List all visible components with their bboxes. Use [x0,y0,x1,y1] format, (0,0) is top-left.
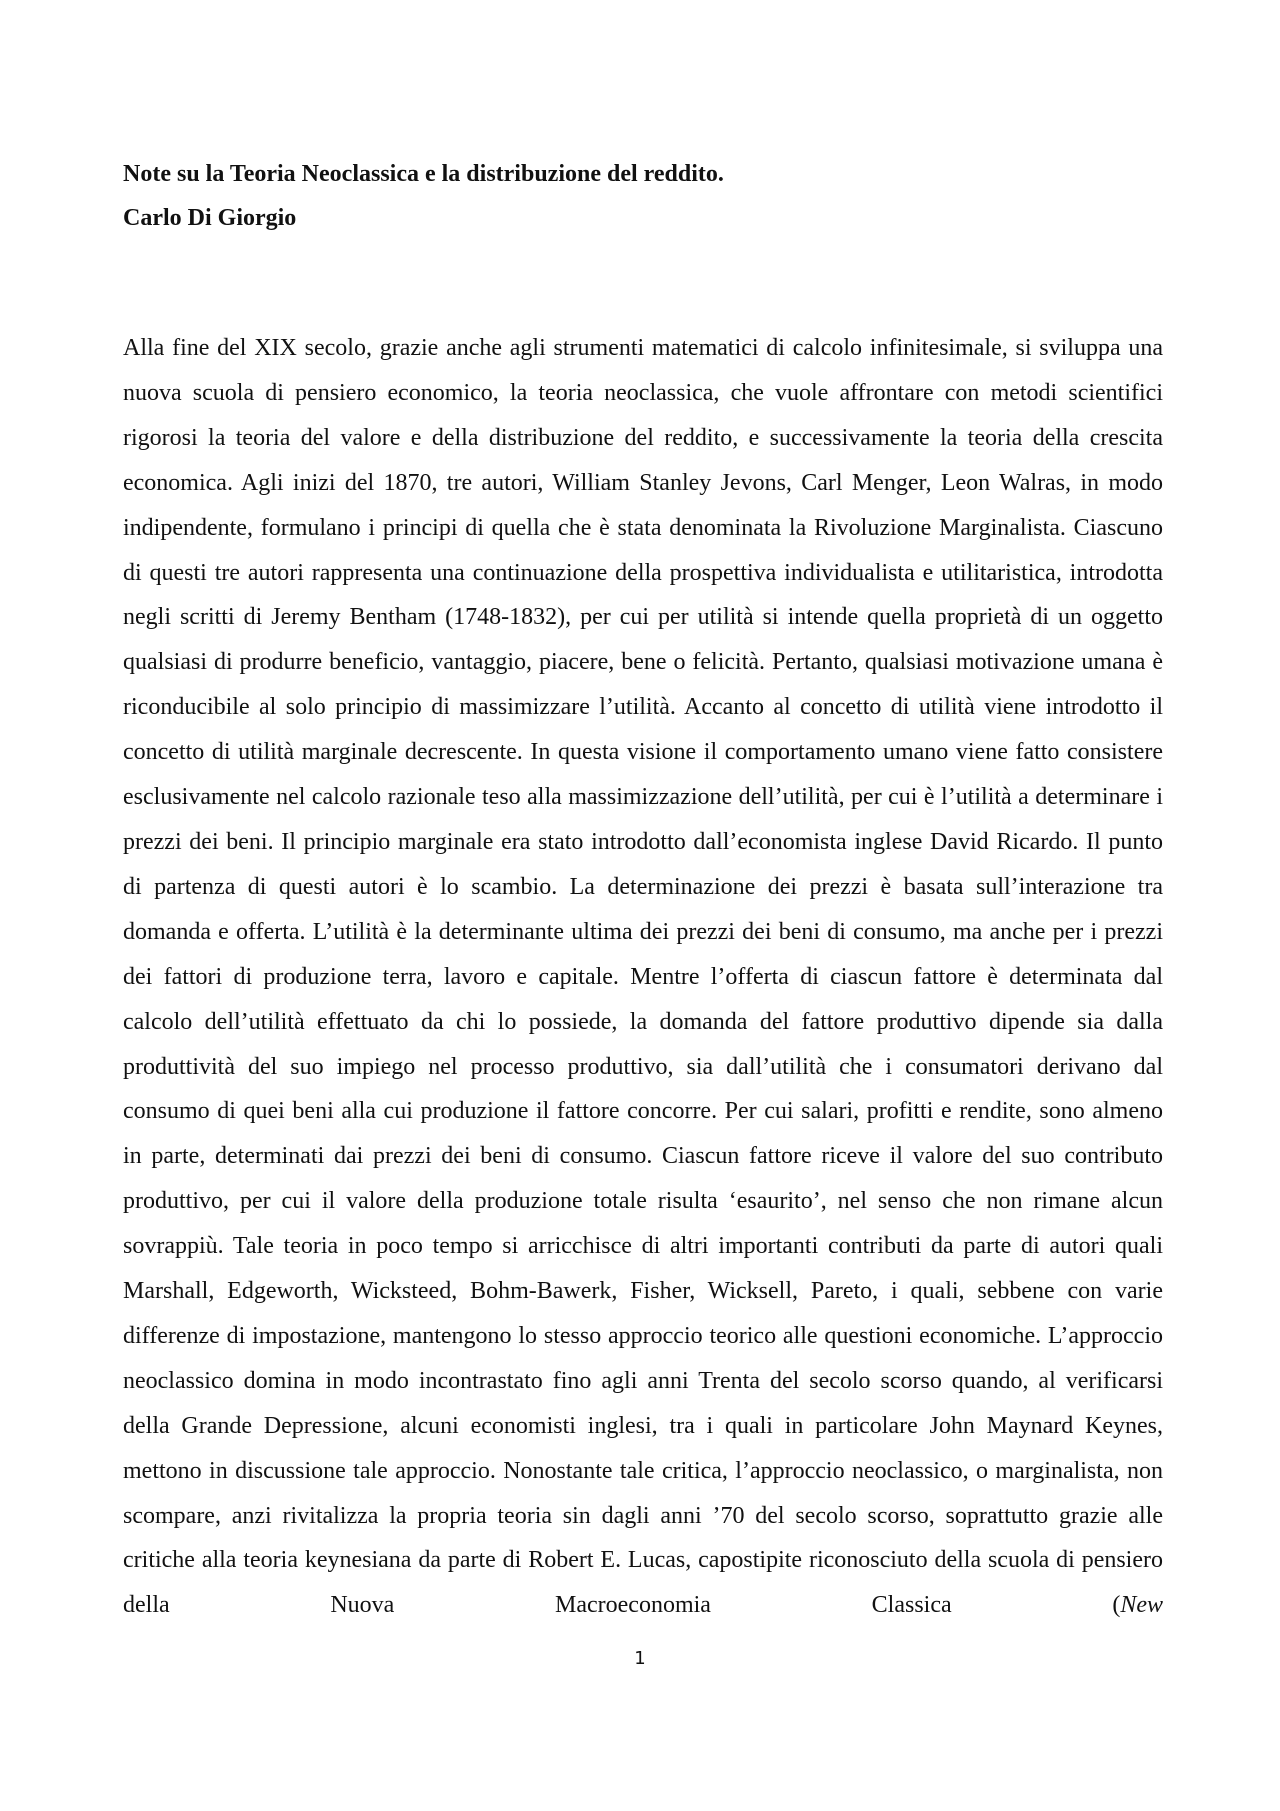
body-paragraph [123,326,1163,1628]
body-paragraph-italic-tail: New [1120,1592,1163,1619]
document-title: Note su la Teoria Neoclassica e la distribuzione del reddito. [123,161,724,187]
page-number: 1 [634,1648,646,1669]
body-paragraph-text: Alla fine del XIX secolo, grazie anche agli strumenti matematici di calcolo infinitesimale, si sviluppa una nuova scuola di pensiero economico, la teoria neoclassica, che vuole affrontare con metodi scientifici rigorosi la teoria del valore e della distribuzione del reddito, e successivamente la teoria della crescita economica. Agli inizi del 1870, tre autori, William Stanley Jevons, Carl Menger, Leon Walras, in modo indipendente, formulano i principi di quella che è stata denominata la Rivoluzione Marginalista. Ciascuno di questi tre autori rappresenta una continuazione della prospettiva individualista e utilitaristica, introdotta negli scritti di Jeremy Bentham (1748-1832), per cui per utilità si intende quella proprietà di un oggetto qualsiasi di produrre beneficio, vantaggio, piacere, bene o felicità. Pertanto, qualsiasi motivazione umana è riconducibile al solo principio di massimizzare l’utilità. Accanto al concetto di utilità viene introdotto il concetto di utilità marginale decrescente. In questa visione il comportamento umano viene fatto consistere esclusivamente nel calcolo razionale teso alla massimizzazione dell’utilità, per cui è l’utilità a determinare i prezzi dei beni. Il principio marginale era stato introdotto dall’economista inglese David Ricardo. Il punto di partenza di questi autori è lo scambio. La determinazione dei prezzi è basata sull’interazione tra domanda e offerta. L’utilità è la determinante ultima dei prezzi dei beni di consumo, ma anche per i prezzi dei fattori di produzione terra, lavoro e capitale. Mentre l’offerta di ciascun fattore è determinata dal calcolo dell’utilità effettuato da chi lo possiede, la domanda del fattore produttivo dipende sia dalla produttività del suo impiego nel processo produttivo, sia dall’utilità che i consumatori derivano dal consumo di quei beni alla cui produzione il fattore concorre. Per cui salari, profitti e rendite, sono almeno in parte, determinati dai prezzi dei beni di consumo. Ciascun fattore riceve il valore del suo contributo produttivo, per cui il valore della produzione totale risulta ‘esaurito’, nel senso che non rimane alcun sovrappiù. Tale teoria in poco tempo si arricchisce di altri importanti contributi da parte di autori quali Marshall, Edgeworth, Wicksteed, Bohm-Bawerk, Fisher, Wicksell, Pareto, i quali, sebbene con varie differenze di impostazione, mantengono lo stesso approccio teorico alle questioni economiche. L’approccio neoclassico domina in modo incontrastato fino agli anni Trenta del secolo scorso quando, al verificarsi della Grande Depressione, alcuni economisti inglesi, tra i quali in particolare John Maynard Keynes, mettono in discussione tale approccio. Nonostante tale critica, l’approccio neoclassico, o marginalista, non scompare, anzi rivitalizza la propria teoria sin dagli anni ’70 del secolo scorso, soprattutto grazie alle critiche alla teoria keynesiana da parte di Robert E. Lucas, capostipite riconosciuto della scuola di pensiero della Nuova Macroeconomia Classica ( [123,335,1163,1619]
document-author: Carlo Di Giorgio [123,205,297,231]
document-heading [123,152,1163,240]
